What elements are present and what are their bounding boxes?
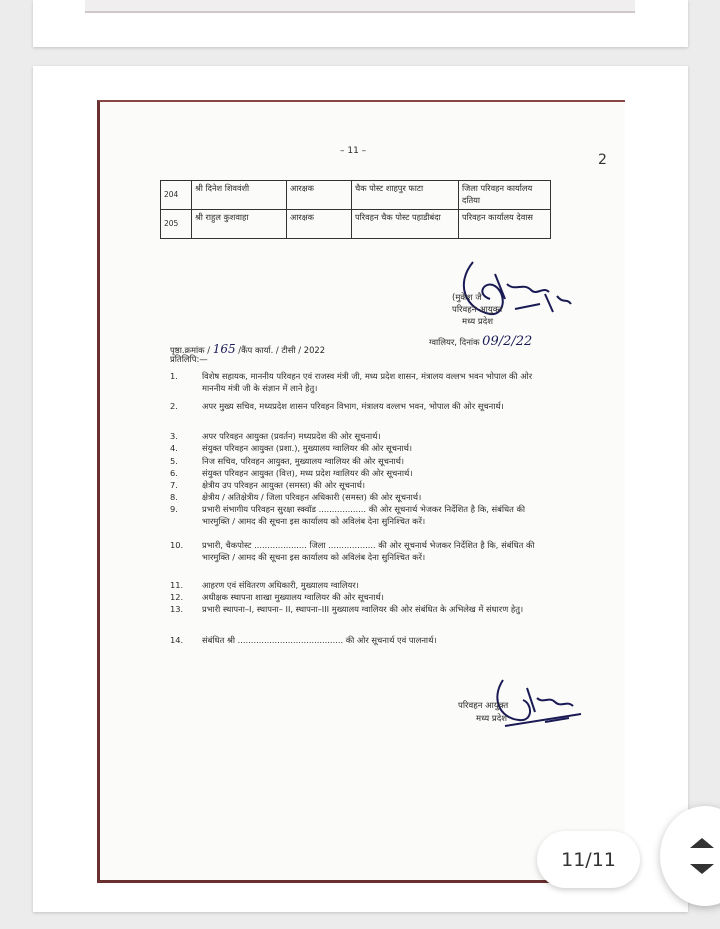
list-item-text: संयुक्त परिवहन आयुक्त (प्रशा.), मुख्यालय ग्वालियर की ओर सूचनार्थ। (202, 443, 413, 453)
previous-page-card (33, 0, 688, 47)
page-indicator: 11/11 (537, 831, 640, 888)
list-item-number: 5. (170, 456, 178, 466)
table-cell-from: चैक पोस्ट शाहपुर फाटा (352, 181, 459, 210)
list-item-text: संबंधित श्री ........................................ की ओर सूचनार्थ एवं पालनार्थ। (202, 635, 437, 645)
previous-page-scan-edge (85, 0, 635, 13)
list-item-text: प्रभारी, चैकपोस्ट .................... जिला .................. की ओर सूचनार्थ भेजकर निर्देशित है कि, संबंधित की भारमुक्ति / आमद की सूचना इस कार्यालय को अविलंब देना सुनिश्चित करें। (202, 540, 535, 562)
list-item-number: 12. (170, 592, 184, 602)
scanned-document-page (97, 100, 625, 883)
place-date-label: ग्वालियर, दिनांक (429, 337, 480, 347)
date-value: 09/2/22 (482, 334, 533, 349)
list-item-number: 4. (170, 443, 178, 453)
list-item-number: 2. (170, 401, 178, 411)
signature1-name: (मुकेश जै (452, 293, 482, 303)
signature1-place: मध्य प्रदेश (462, 317, 494, 327)
place-date-line (429, 334, 532, 349)
list-item-number: 11. (170, 580, 184, 590)
list-item-text: क्षेत्रीय उप परिवहन आयुक्त (समस्त) की ओर सूचनार्थ। (202, 480, 366, 490)
scroll-up-down-icon (688, 836, 716, 876)
list-item-number: 13. (170, 604, 184, 614)
list-item-text: आहरण एवं संवितरण अधिकारी, मुख्यालय ग्वालियर। (202, 580, 359, 590)
signature1-title: परिवहन आयुक्त (452, 305, 503, 315)
list-item-text: प्रभारी संभागीय परिवहन सुरक्षा स्क्वॉड .................. की ओर सूचनार्थ भेजकर निर्देशित है कि, संबंधित की भारमुक्ति / आमद की सूचना इस कार्यालय को अविलंब देना सुनिश्चित करें। (202, 504, 525, 526)
table-row (161, 181, 551, 210)
list-item-number: 14. (170, 635, 184, 645)
list-item-number: 10. (170, 540, 184, 550)
table-cell-rank: आरक्षक (287, 210, 352, 239)
table-cell-sn: 204 (161, 181, 192, 210)
page-number: – 11 – (340, 146, 367, 156)
corner-number: 2 (598, 152, 607, 168)
table-cell-to: जिला परिवहन कार्यालय दतिया (459, 181, 551, 210)
table-cell-sn: 205 (161, 210, 192, 239)
list-item-number: 7. (170, 480, 178, 490)
reference-number: 165 (212, 342, 236, 356)
table-cell-name: श्री राहुल कुशवाहा (192, 210, 287, 239)
list-item-number: 1. (170, 371, 178, 381)
list-item-text: विशेष सहायक, माननीय परिवहन एवं राजस्व मंत्री जी, मध्य प्रदेश शासन, मंत्रालय वल्लभ भवन भोपाल की ओर माननीय मंत्री जी के संज्ञान में लाने हेतु। (202, 371, 533, 393)
list-item-text: क्षेत्रीय / अतिक्षेत्रीय / जिला परिवहन अधिकारी (समस्त) की ओर सूचनार्थ। (202, 492, 422, 502)
table-row (161, 210, 551, 239)
signature2-place: मध्य प्रदेश (476, 714, 508, 724)
list-item-text: अधीक्षक स्थापना शाखा मुख्यालय ग्वालियर की ओर सूचनार्थ। (202, 592, 384, 602)
reference-prefix: पृष्ठा.क्रमांक / (170, 345, 211, 355)
list-item-number: 3. (170, 431, 178, 441)
transfer-table (160, 180, 551, 239)
list-item-text: प्रभारी स्थापना–I, स्थापना– II, स्थापना–III मुख्यालय ग्वालियर की ओर संबंधित के अभिलेख में संधारण हेतु। (202, 604, 524, 614)
copy-to-heading: प्रतिलिपि:— (170, 354, 208, 364)
reference-suffix: /कैंप कार्या. / टीसी / 2022 (238, 345, 326, 355)
list-item-text: अपर मुख्य सचिव, मध्यप्रदेश शासन परिवहन विभाग, मंत्रालय वल्लभ भवन, भोपाल की ओर सूचनार्थ। (202, 401, 504, 411)
table-cell-rank: आरक्षक (287, 181, 352, 210)
list-item-text: अपर परिवहन आयुक्त (प्रवर्तन) मध्यप्रदेश की ओर सूचनार्थ। (202, 431, 381, 441)
list-item-number: 6. (170, 468, 178, 478)
list-item-text: संयुक्त परिवहन आयुक्त (वित्त), मध्य प्रदेश ग्वालियर की ओर सूचनार्थ। (202, 468, 413, 478)
table-cell-name: श्री दिनेश शिववंशी (192, 181, 287, 210)
list-item-text: निज सचिव, परिवहन आयुक्त, मुख्यालय ग्वालियर की ओर सूचनार्थ। (202, 456, 405, 466)
table-cell-to: परिवहन कार्यालय देवास (459, 210, 551, 239)
table-cell-from: परिवहन चैक पोस्ट पहाडीबंदा (352, 210, 459, 239)
list-item-number: 8. (170, 492, 178, 502)
list-item-number: 9. (170, 504, 178, 514)
signature2-title: परिवहन आयुक्त (458, 701, 509, 711)
